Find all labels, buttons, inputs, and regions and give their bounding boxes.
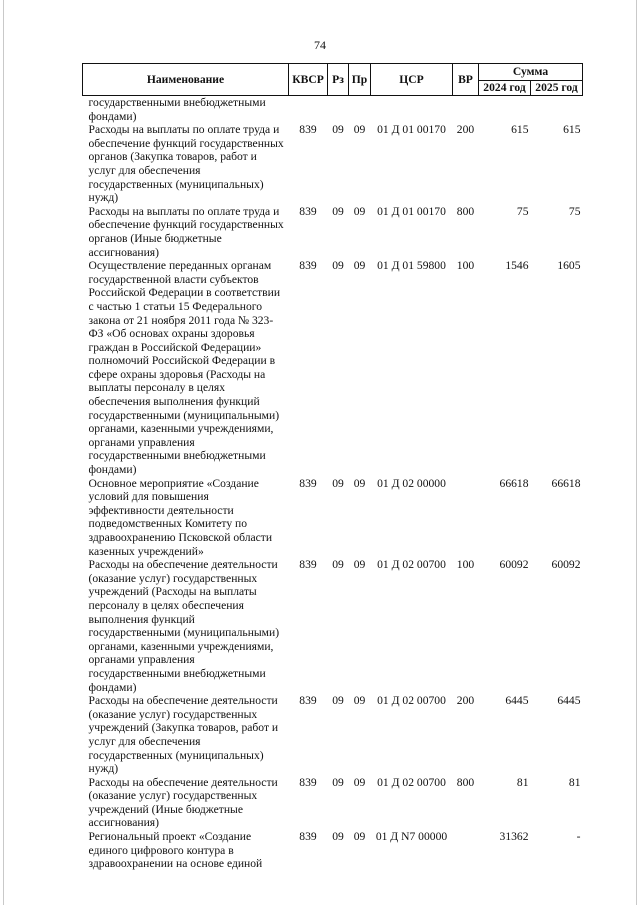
table-row (83, 830, 583, 871)
row-sum-2024: 615 (511, 123, 529, 137)
row-sum-2025: 66618 (551, 476, 581, 490)
row-sum-2024: 66618 (499, 476, 529, 490)
row-kvsr: 839 (299, 476, 317, 490)
header-year-2024: 2024 год (479, 81, 531, 96)
row-kvsr: 839 (299, 558, 317, 572)
row-sum-2024: 6445 (505, 694, 529, 708)
table-row (83, 205, 583, 259)
row-pr: 09 (353, 694, 366, 708)
budget-table (82, 63, 583, 871)
row-vr: 200 (456, 694, 475, 708)
row-rz: 09 (332, 204, 344, 218)
row-name: Основное мероприятие «Создание условий для повышения эффективности деятельности подведомственных Комитету по здравоохранению Псковской области казенных учреждений» (88, 476, 273, 558)
row-sum-2024 (479, 96, 531, 124)
row-sum-2024: 81 (516, 775, 529, 789)
row-csr: 01 Д 02 00700 (377, 558, 446, 572)
row-vr (453, 96, 479, 124)
page-edge-left (3, 0, 4, 905)
row-csr: 01 Д 02 00700 (377, 775, 446, 789)
table-row (83, 477, 583, 559)
page-number: 74 (314, 38, 326, 52)
row-kvsr: 839 (299, 775, 317, 789)
row-rz: 09 (332, 476, 344, 490)
row-kvsr: 839 (299, 123, 317, 137)
row-kvsr: 839 (299, 830, 317, 844)
row-name: Расходы на обеспечение деятельности (оказание услуг) государственных учреждений (Расходы на выплаты персоналу в целях обеспечения выполнения функций государственными (муниципальными) органами, казенными учреждениями, органами управления государственными внебюджетными фондами) (88, 558, 280, 694)
row-csr: 01 Д 01 00170 (377, 204, 446, 218)
row-kvsr: 839 (299, 259, 317, 273)
row-kvsr (289, 96, 328, 124)
row-name: Осуществление переданных органам государственной власти субъектов Российской Федерации в соответствии с частью 1 статьи 15 Федерального закона от 21 ноября 2011 года № 323-ФЗ «Об основах охраны здоровья граждан в Российской Федерации» полномочий Российской Федерации в сфере охраны здоровья (Расходы на выплаты персоналу в целях обеспечения выполнения функций государственными (муниципальными) органами, казенными учреждениями, органами управления государственными внебюджетными фондами) (88, 259, 281, 477)
row-sum-2025: 75 (568, 204, 581, 218)
table-row (83, 776, 583, 830)
table-row (83, 558, 583, 694)
header-pr: Пр (349, 64, 371, 96)
row-sum-2024: 31362 (499, 830, 529, 844)
row-pr: 09 (353, 476, 366, 490)
row-pr: 09 (353, 123, 366, 137)
row-rz: 09 (332, 259, 344, 273)
row-name: государственными внебюджетными фондами) (88, 96, 266, 123)
row-vr (453, 477, 479, 559)
row-csr: 01 Д 01 00170 (377, 123, 446, 137)
row-sum-2025: 6445 (557, 694, 581, 708)
header-csr: ЦСР (371, 64, 453, 96)
table-row (83, 259, 583, 477)
row-name: Расходы на выплаты по оплате труда и обеспечение функций государственных органов (Иные бюджетные ассигнования) (88, 204, 284, 259)
header-kvsr: КВСР (289, 64, 328, 96)
row-name: Расходы на обеспечение деятельности (оказание услуг) государственных учреждений (Иные бюджетные ассигнования) (88, 775, 278, 830)
table-row (83, 694, 583, 776)
row-vr (453, 830, 479, 871)
header-name: Наименование (83, 64, 289, 96)
row-name: Региональный проект «Создание единого цифрового контура в здравоохранении на основе единой (88, 830, 263, 871)
row-rz: 09 (332, 694, 344, 708)
row-rz: 09 (332, 558, 344, 572)
header-vr: ВР (453, 64, 479, 96)
row-vr: 100 (456, 558, 475, 572)
row-pr: 09 (353, 259, 366, 273)
page-edge-right (636, 0, 637, 905)
header-sum: Сумма (479, 64, 583, 81)
row-pr: 09 (353, 775, 366, 789)
row-name: Расходы на обеспечение деятельности (оказание услуг) государственных учреждений (Закупка товаров, работ и услуг для обеспечения государственных (муниципальных) нужд) (88, 694, 279, 776)
header-year-2025: 2025 год (531, 81, 583, 96)
row-sum-2024: 1546 (505, 259, 529, 273)
row-sum-2025: 60092 (551, 558, 581, 572)
table-body (83, 96, 583, 871)
row-rz (328, 96, 349, 124)
row-sum-2024: 60092 (499, 558, 529, 572)
row-kvsr: 839 (299, 204, 317, 218)
row-csr: 01 Д 02 00000 (377, 476, 446, 490)
row-sum-2025: 1605 (557, 259, 581, 273)
row-kvsr: 839 (299, 694, 317, 708)
row-vr: 100 (456, 259, 475, 273)
row-rz: 09 (332, 830, 344, 844)
row-pr: 09 (353, 558, 366, 572)
row-sum-2025: 615 (563, 123, 581, 137)
row-vr: 800 (456, 775, 475, 789)
row-vr: 800 (456, 204, 475, 218)
row-pr (349, 96, 371, 124)
row-csr: 01 Д 02 00700 (377, 694, 446, 708)
row-pr: 09 (353, 204, 366, 218)
row-name: Расходы на выплаты по оплате труда и обеспечение функций государственных органов (Закупка товаров, работ и услуг для обеспечения государственных (муниципальных) нужд) (88, 123, 284, 205)
row-sum-2024: 75 (516, 204, 529, 218)
row-pr: 09 (353, 830, 366, 844)
row-csr: 01 Д 01 59800 (377, 259, 446, 273)
row-sum-2025: 81 (568, 775, 581, 789)
table-row (83, 123, 583, 205)
table-row (83, 96, 583, 124)
row-csr: 01 Д N7 00000 (375, 830, 448, 844)
row-rz: 09 (332, 123, 344, 137)
row-csr (371, 96, 453, 124)
row-rz: 09 (332, 775, 344, 789)
row-vr: 200 (456, 123, 475, 137)
row-sum-2025 (531, 96, 583, 124)
row-sum-2025: - (576, 830, 581, 844)
header-rz: Рз (328, 64, 349, 96)
table-header (83, 64, 583, 96)
